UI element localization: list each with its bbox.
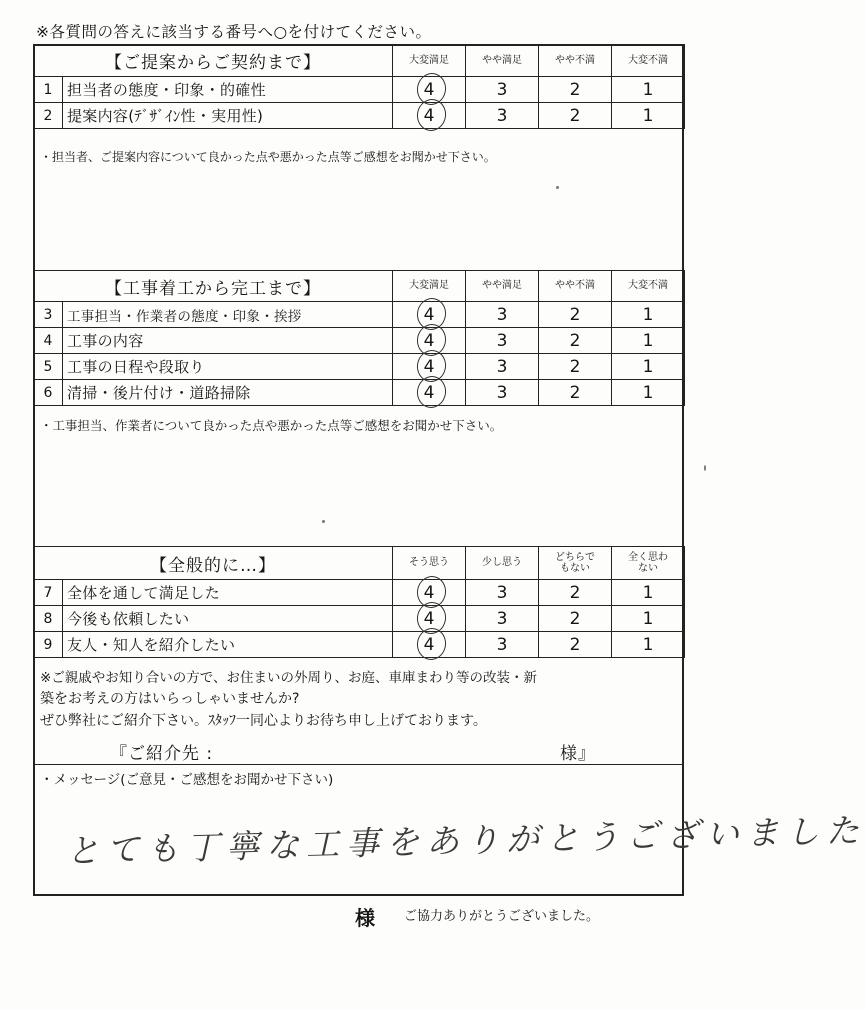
question-number: 4 [34,328,63,354]
option-1[interactable]: 1 [612,302,685,328]
question-number: 6 [34,380,63,406]
scan-speck [322,520,325,523]
question-label: 清掃・後片付け・道路掃除 [63,380,393,406]
header-agree: そう思う [393,547,466,580]
selected-answer: 4 [423,382,435,403]
question-label: 提案内容(ﾃﾞｻﾞｲﾝ性・実用性) [63,103,393,129]
option-3[interactable]: 3 [466,328,539,354]
option-2[interactable]: 2 [539,328,612,354]
option-3[interactable]: 3 [466,103,539,129]
message-prompt: ・メッセージ(ご意見・ご感想をお聞かせ下さい) [40,772,334,788]
header-very-satisfied: 大変満足 [393,271,466,302]
header-very-satisfied: 大変満足 [393,45,466,77]
selected-answer: 4 [423,634,435,655]
selected-answer: 4 [423,105,435,126]
option-1[interactable]: 1 [612,580,685,606]
instruction-text: ※各質問の答えに該当する番号へ○を付けてください。 [36,23,432,41]
section1-comment-prompt: ・担当者、ご提案内容について良かった点や悪かった点等ご感想をお聞かせ下さい。 [40,150,496,164]
option-2[interactable]: 2 [539,606,612,632]
footer-sama: 様 [355,906,375,930]
option-4[interactable] [393,103,466,129]
header-neutral: どちらでもない [539,547,612,580]
header-very-dissatisfied: 大変不満 [612,45,685,77]
option-2[interactable]: 2 [539,77,612,103]
question-label: 今後も依頼したい [63,606,393,632]
selected-answer: 4 [423,356,435,377]
header-somewhat-satisfied: やや満足 [466,271,539,302]
selected-answer: 4 [423,330,435,351]
thanks-text: ご協力ありがとうございました。 [404,909,600,924]
option-2[interactable]: 2 [539,380,612,406]
referral-suffix: 様』 [560,744,596,764]
scan-speck [704,465,706,471]
scan-speck [556,186,559,189]
handwritten-message: とても丁寧な工事をありがとうございました [65,810,866,871]
header-somewhat-satisfied: やや満足 [466,45,539,77]
option-2[interactable]: 2 [539,580,612,606]
note-line-2: 築をお考えの方はいらっしゃいませんか? [40,691,300,707]
note-line-1: ※ご親戚やお知り合いの方で、お住まいの外周り、お庭、車庫まわり等の改装・新 [40,670,538,686]
selected-answer: 4 [423,304,435,325]
question-number: 2 [34,103,63,129]
option-2[interactable]: 2 [539,302,612,328]
message-area[interactable] [36,790,681,894]
section3-title: 【全般的に…】 [34,547,393,580]
section2-comment-area[interactable] [36,416,681,546]
section2-title: 【工事着工から完工まで】 [34,271,393,302]
section3-table [33,546,685,658]
option-1[interactable]: 1 [612,328,685,354]
header-somewhat-dissatisfied: やや不満 [539,45,612,77]
option-1[interactable]: 1 [612,354,685,380]
question-number: 1 [34,77,63,103]
section1-comment-area[interactable] [36,148,681,270]
option-2[interactable]: 2 [539,354,612,380]
header-somewhat-dissatisfied: やや不満 [539,271,612,302]
question-number: 3 [34,302,63,328]
question-number: 9 [34,632,63,658]
question-label: 工事の内容 [63,328,393,354]
section1-table [33,44,685,129]
option-3[interactable]: 3 [466,354,539,380]
question-label: 担当者の態度・印象・的確性 [63,77,393,103]
option-2[interactable]: 2 [539,632,612,658]
question-number: 5 [34,354,63,380]
section2-comment-prompt: ・工事担当、作業者について良かった点や悪かった点等ご感想をお聞かせ下さい。 [40,418,503,433]
option-3[interactable]: 3 [466,302,539,328]
option-3[interactable]: 3 [466,606,539,632]
option-1[interactable]: 1 [612,103,685,129]
option-2[interactable]: 2 [539,103,612,129]
header-very-dissatisfied: 大変不満 [612,271,685,302]
question-number: 7 [34,580,63,606]
note-line-3: ぜひ弊社にご紹介下さい。ｽﾀｯﾌ一同心よりお待ち申し上げております。 [40,713,487,729]
question-label: 友人・知人を紹介したい [63,632,393,658]
question-label: 工事の日程や段取り [63,354,393,380]
selected-answer: 4 [423,608,435,629]
option-3[interactable]: 3 [466,380,539,406]
header-disagree: 全く思わない [612,547,685,580]
selected-answer: 4 [423,79,435,100]
section1-title: 【ご提案からご契約まで】 [34,45,393,77]
option-1[interactable]: 1 [612,632,685,658]
referral-label: 『ご紹介先 : [110,744,214,764]
option-1[interactable]: 1 [612,380,685,406]
question-label: 工事担当・作業者の態度・印象・挨拶 [63,302,393,328]
message-divider [33,764,684,765]
referral-name-field[interactable] [270,739,555,761]
header-somewhat-agree: 少し思う [466,547,539,580]
option-3[interactable]: 3 [466,580,539,606]
question-label: 全体を通して満足した [63,580,393,606]
option-4[interactable] [393,380,466,406]
option-3[interactable]: 3 [466,632,539,658]
option-1[interactable]: 1 [612,606,685,632]
section2-table [33,270,685,406]
option-4[interactable] [393,632,466,658]
option-3[interactable]: 3 [466,77,539,103]
option-1[interactable]: 1 [612,77,685,103]
selected-answer: 4 [423,582,435,603]
question-number: 8 [34,606,63,632]
